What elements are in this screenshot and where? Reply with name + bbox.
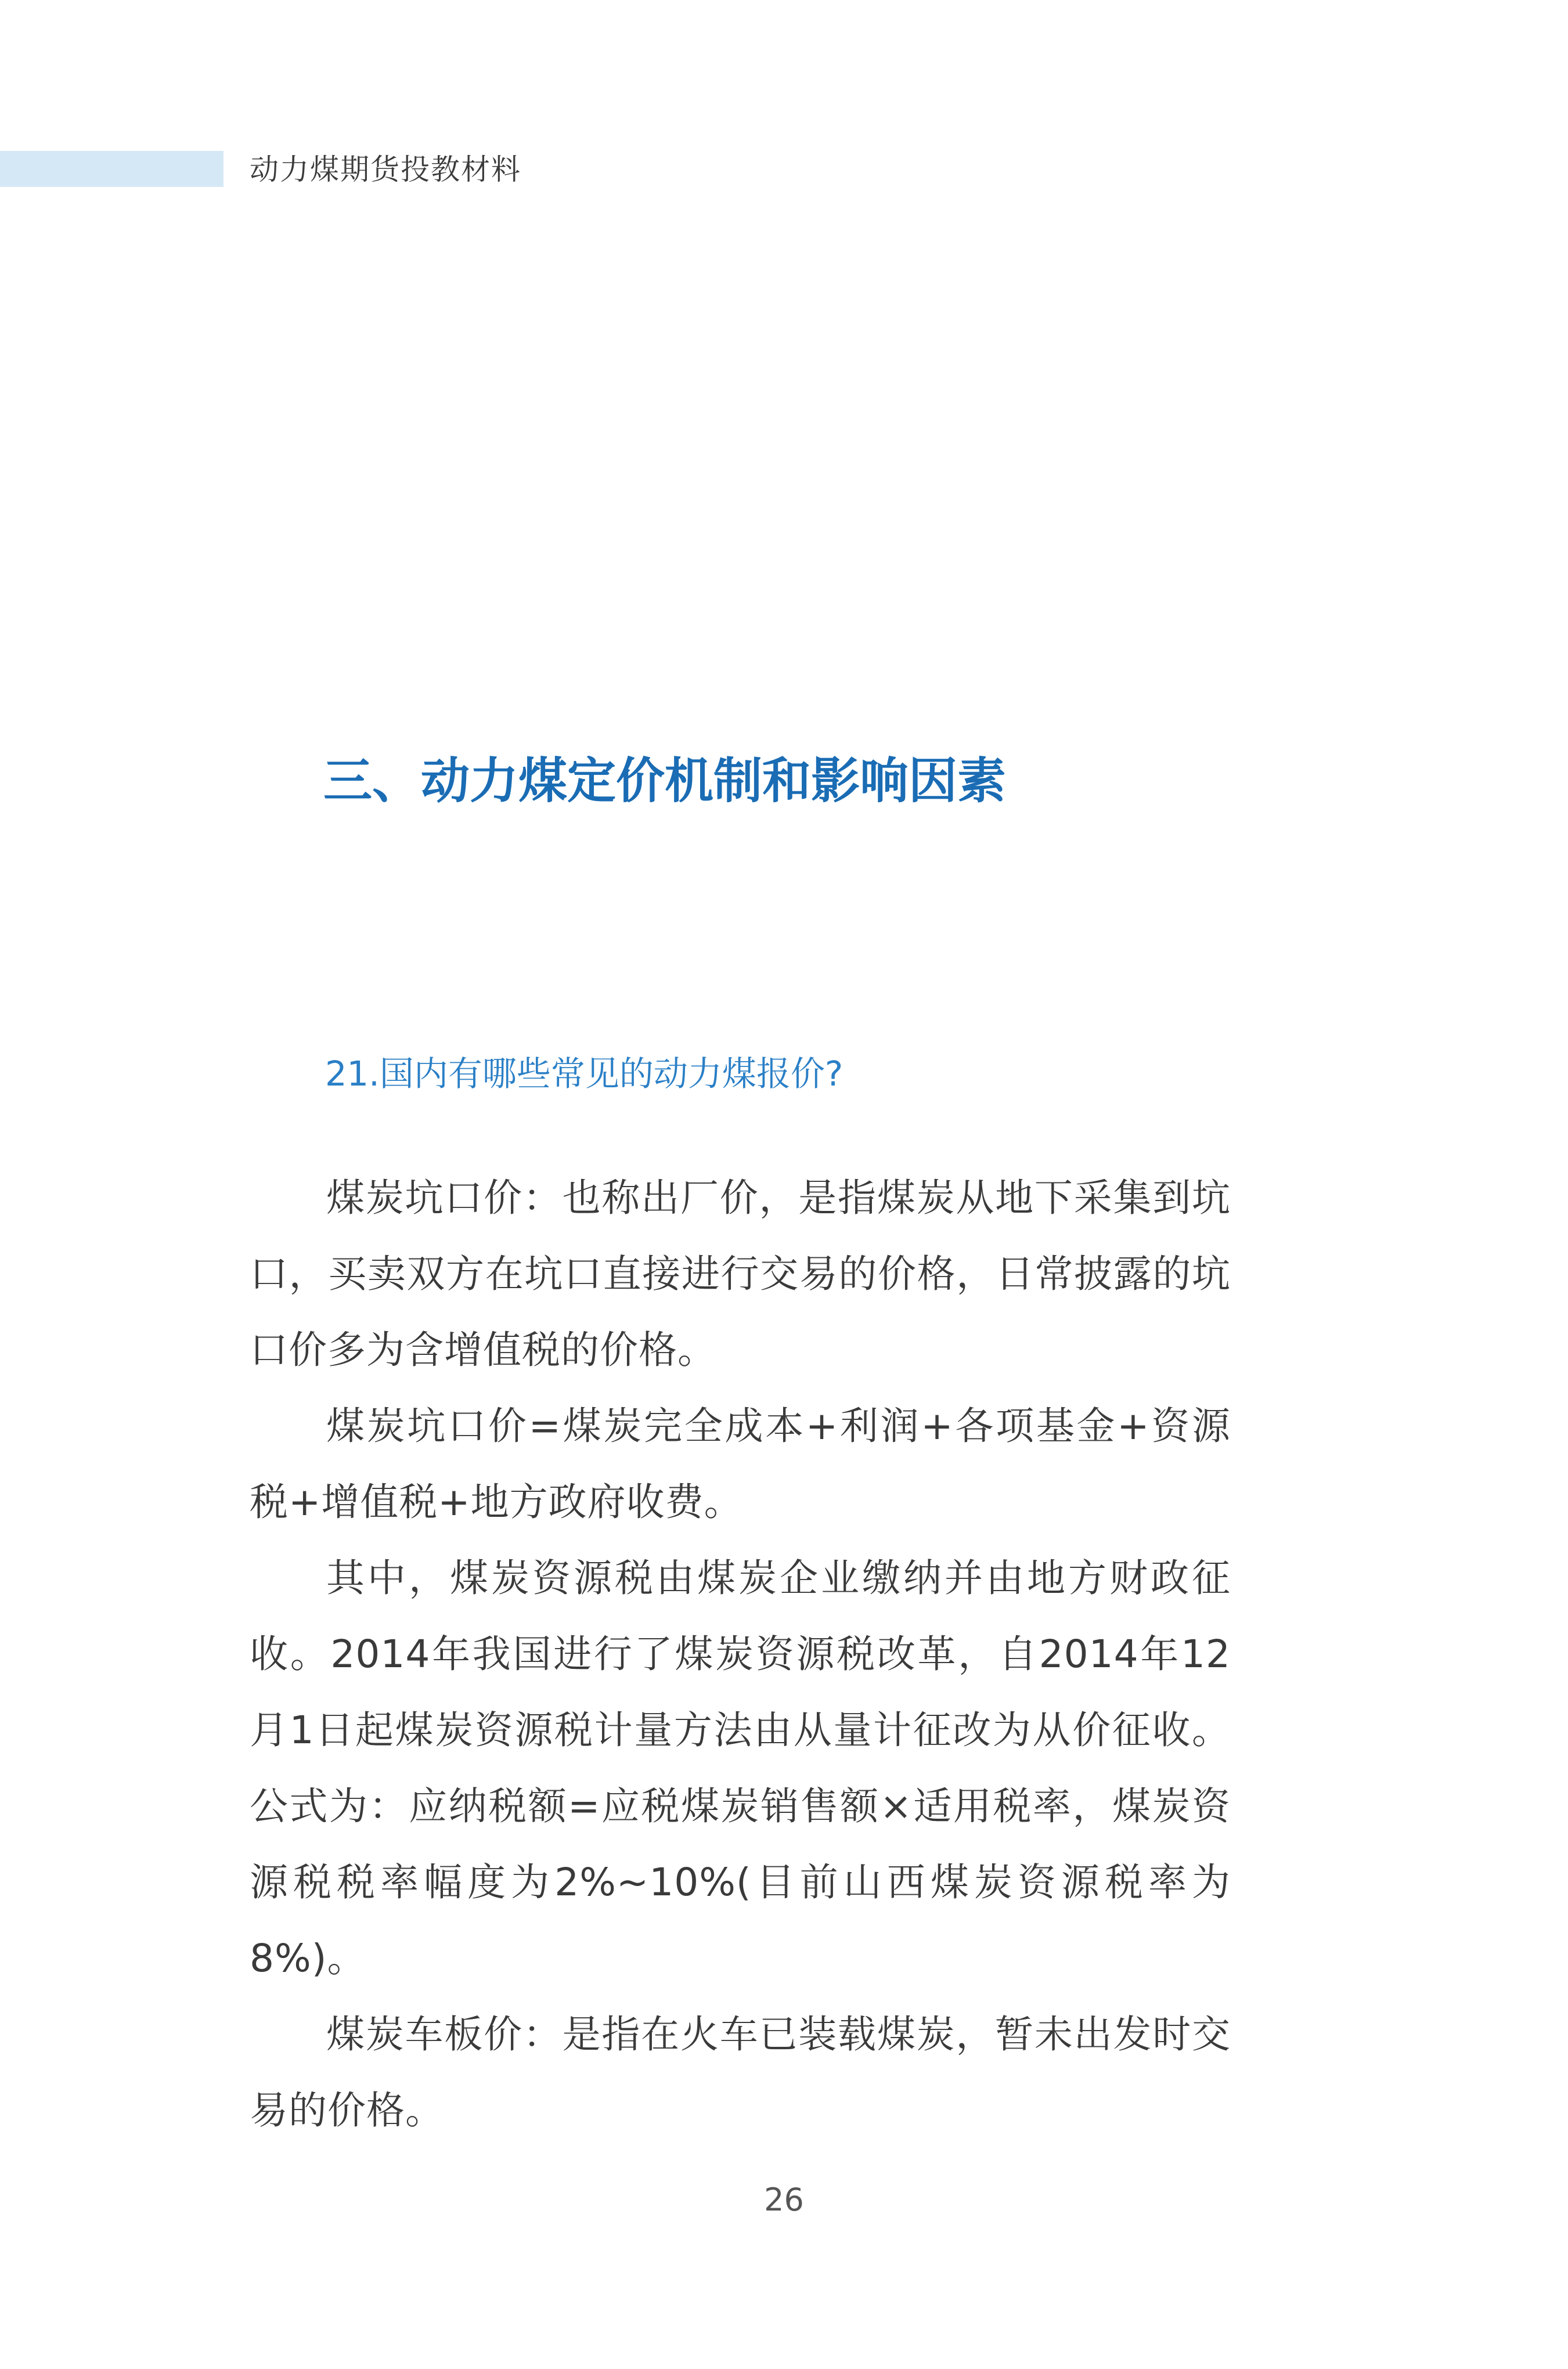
question-title: 21.国内有哪些常见的动力煤报价? xyxy=(325,1054,844,1094)
chapter-title: 三、动力煤定价机制和影响因素 xyxy=(323,752,1007,809)
paragraph-resource-tax: 其中，煤炭资源税由煤炭企业缴纳并由地方财政征收。2014年我国进行了煤炭资源税改革，自2014年12月1日起煤炭资源税计量方法由从量计征改为从价征收。公式为：应纳税额=应税煤炭销售额×适用税率，煤炭资源税税率幅度为2%~10%(目前山西煤炭资源税率为8%)。 xyxy=(250,1556,1231,1981)
paragraph-pithead-formula: 煤炭坑口价=煤炭完全成本+利润+各项基金+资源税+增值税+地方政府收费。 xyxy=(250,1404,1231,1524)
paragraph-railcar-price: 煤炭车板价：是指在火车已装载煤炭，暂未出发时交易的价格。 xyxy=(250,2012,1231,2133)
page-number: 26 xyxy=(764,2182,804,2218)
running-header-title: 动力煤期货投教材料 xyxy=(250,153,521,186)
paragraph-pithead-price: 煤炭坑口价：也称出厂价，是指煤炭从地下采集到坑口，买卖双方在坑口直接进行交易的价格，日常披露的坑口价多为含增值税的价格。 xyxy=(250,1176,1231,1372)
header-accent-bar xyxy=(0,151,224,187)
body-text xyxy=(250,1160,1231,2148)
